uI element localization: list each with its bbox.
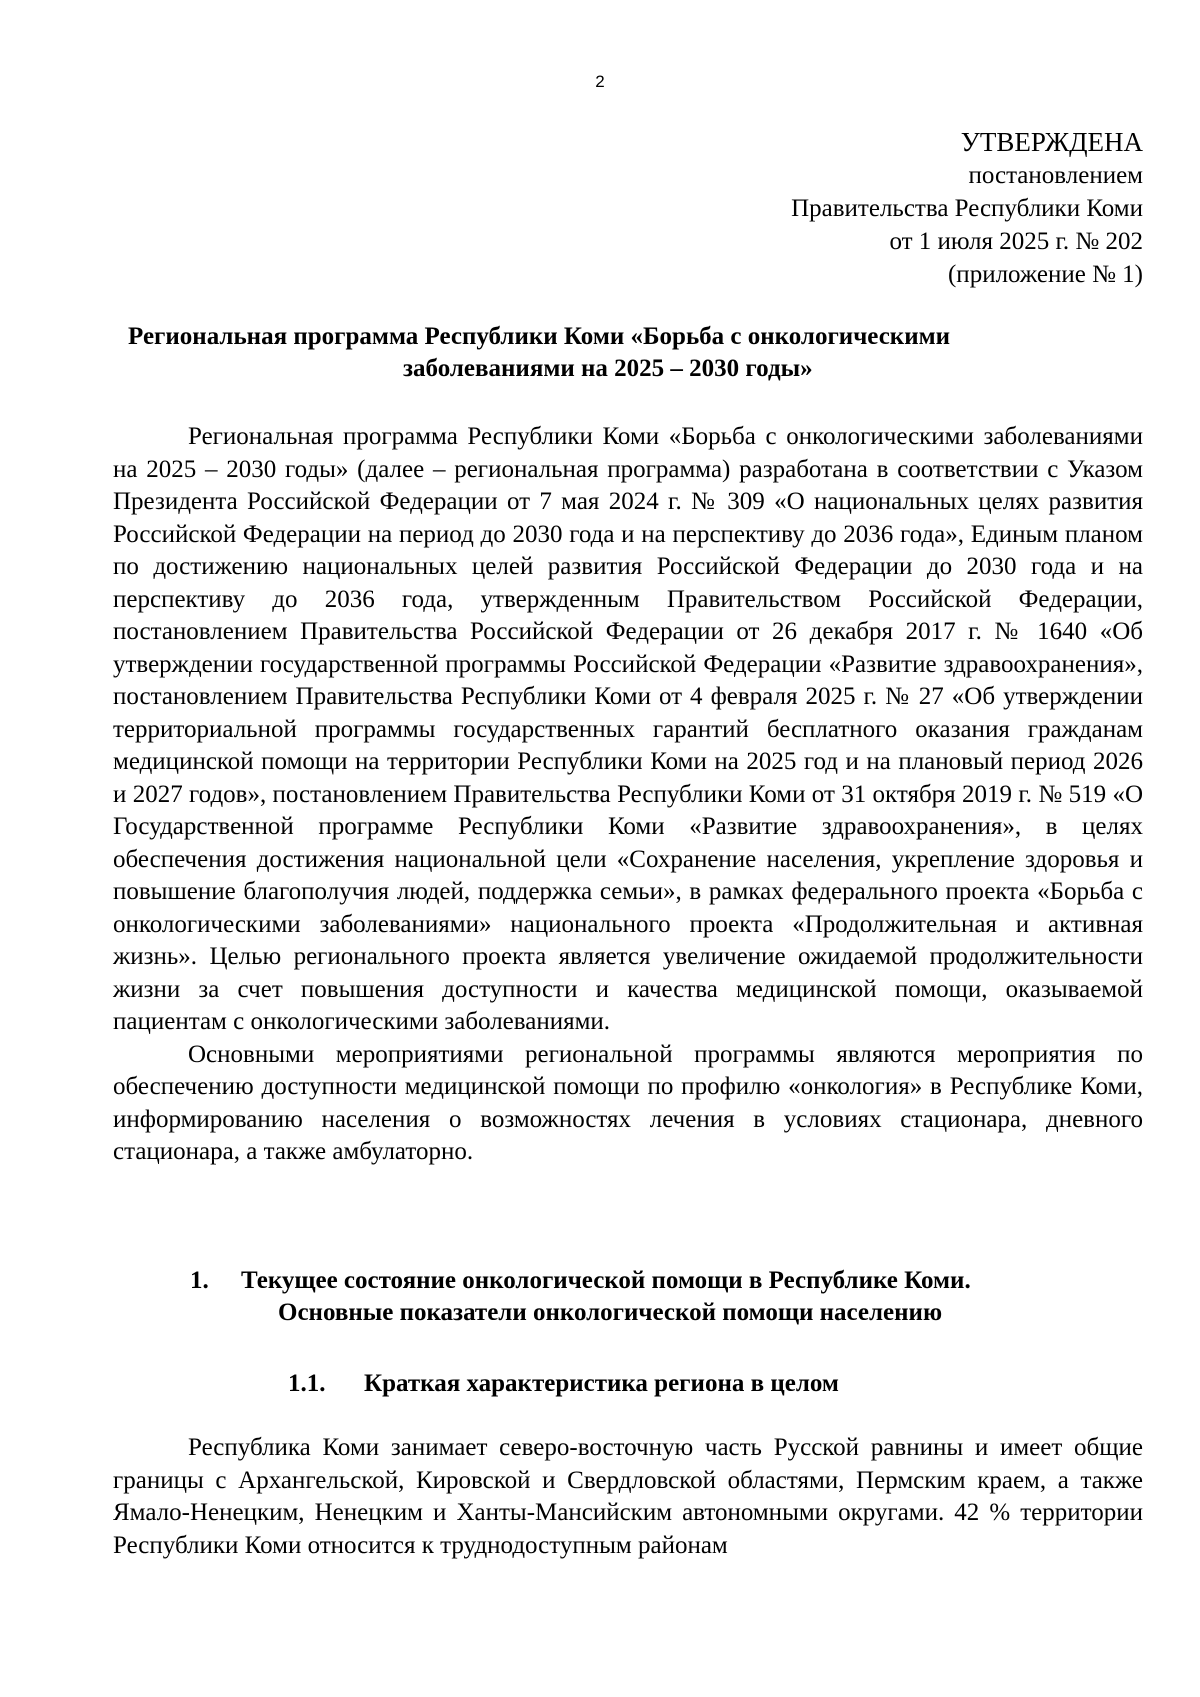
section-title-line: Текущее состояние онкологической помощи в Республике Коми. — [241, 1267, 971, 1294]
document-title — [113, 321, 1067, 385]
approval-appendix-line: (приложение № 1) — [947, 261, 1143, 288]
document-title-line: заболеваниями на 2025 – 2030 годы» — [403, 355, 813, 382]
approval-stamp-title: УТВЕРЖДЕНА — [960, 127, 1143, 157]
section-heading — [190, 1265, 971, 1329]
document-title-line: Региональная программа Республики Коми «Борьба с онкологическими — [128, 323, 951, 350]
section-number: 1. — [190, 1267, 209, 1294]
section-title-line: Основные показатели онкологической помощи населению — [278, 1299, 943, 1326]
approval-date-line: от 1 июля 2025 г. № 202 — [889, 228, 1143, 255]
subsection-title: Краткая характеристика региона в целом — [364, 1370, 839, 1397]
approval-line: Правительства Республики Коми — [791, 195, 1143, 222]
subsection-heading — [288, 1368, 839, 1400]
paragraph: Республика Коми занимает северо-восточную часть Русской равнины и имеет общие границы с Архангельской, Кировской и Свердловской областями, Пермским краем, а также Ямало-Ненецким, Ненецким и Ханты-Мансийским автономными округами. 42 % территории Республики Коми относится к труднодоступным районам — [113, 1434, 1143, 1559]
subsection-text — [113, 1432, 1143, 1562]
paragraph: Региональная программа Республики Коми «Борьба с онкологическими заболеваниями на 2025 – 2030 годы» (далее – региональная программа) разработана в соответствии с Указом Президента Российской Федерации от 7 мая 2024 г. № 309 «О национальных целях развития Российской Федерации на период до 2030 года и на перспективу до 2036 года», Единым планом по достижению национальных целей развития Российской Федерации до 2030 года и на перспективу до 2036 года, утвержденным Правительством Российской Федерации, постановлением Правительства Российской Федерации от 26 декабря 2017 г. № 1640 «Об утверждении государственной программы Российской Федерации «Развитие здравоохранения», постановлением Правительства Республики Коми от 4 февраля 2025 г. № 27 «Об утверждении территориальной программы государственных гарантий бесплатного оказания гражданам медицинской помощи на территории Республики Коми на 2025 год и на плановый период 2026 и 2027 годов», постановлением Правительства Республики Коми от 31 октября 2019 г. № 519 «О Государственной программе Республики Коми «Развитие здравоохранения», в целях обеспечения достижения национальной цели «Сохранение населения, укрепление здоровья и повышение благополучия людей, поддержка семьи», в рамках федерального проекта «Борьба с онкологическими заболеваниями» национального проекта «Продолжительная и активная жизнь». Целью регионального проекта является увеличение ожидаемой продолжительности жизни за счет повышения доступности и качества медицинской помощи, оказываемой пациентам с онкологическими заболеваниями. — [113, 423, 1143, 1035]
intro-text — [113, 421, 1143, 1169]
subsection-number: 1.1. — [288, 1370, 326, 1397]
approval-block — [791, 126, 1143, 291]
page-number: 2 — [595, 72, 605, 91]
approval-line: постановлением — [968, 162, 1143, 189]
paragraph: Основными мероприятиями региональной программы являются мероприятия по обеспечению доступности медицинской помощи по профилю «онкология» в Республике Коми, информированию населения о возможностях лечения в условиях стационара, дневного стационара, а также амбулаторно. — [113, 1040, 1143, 1165]
